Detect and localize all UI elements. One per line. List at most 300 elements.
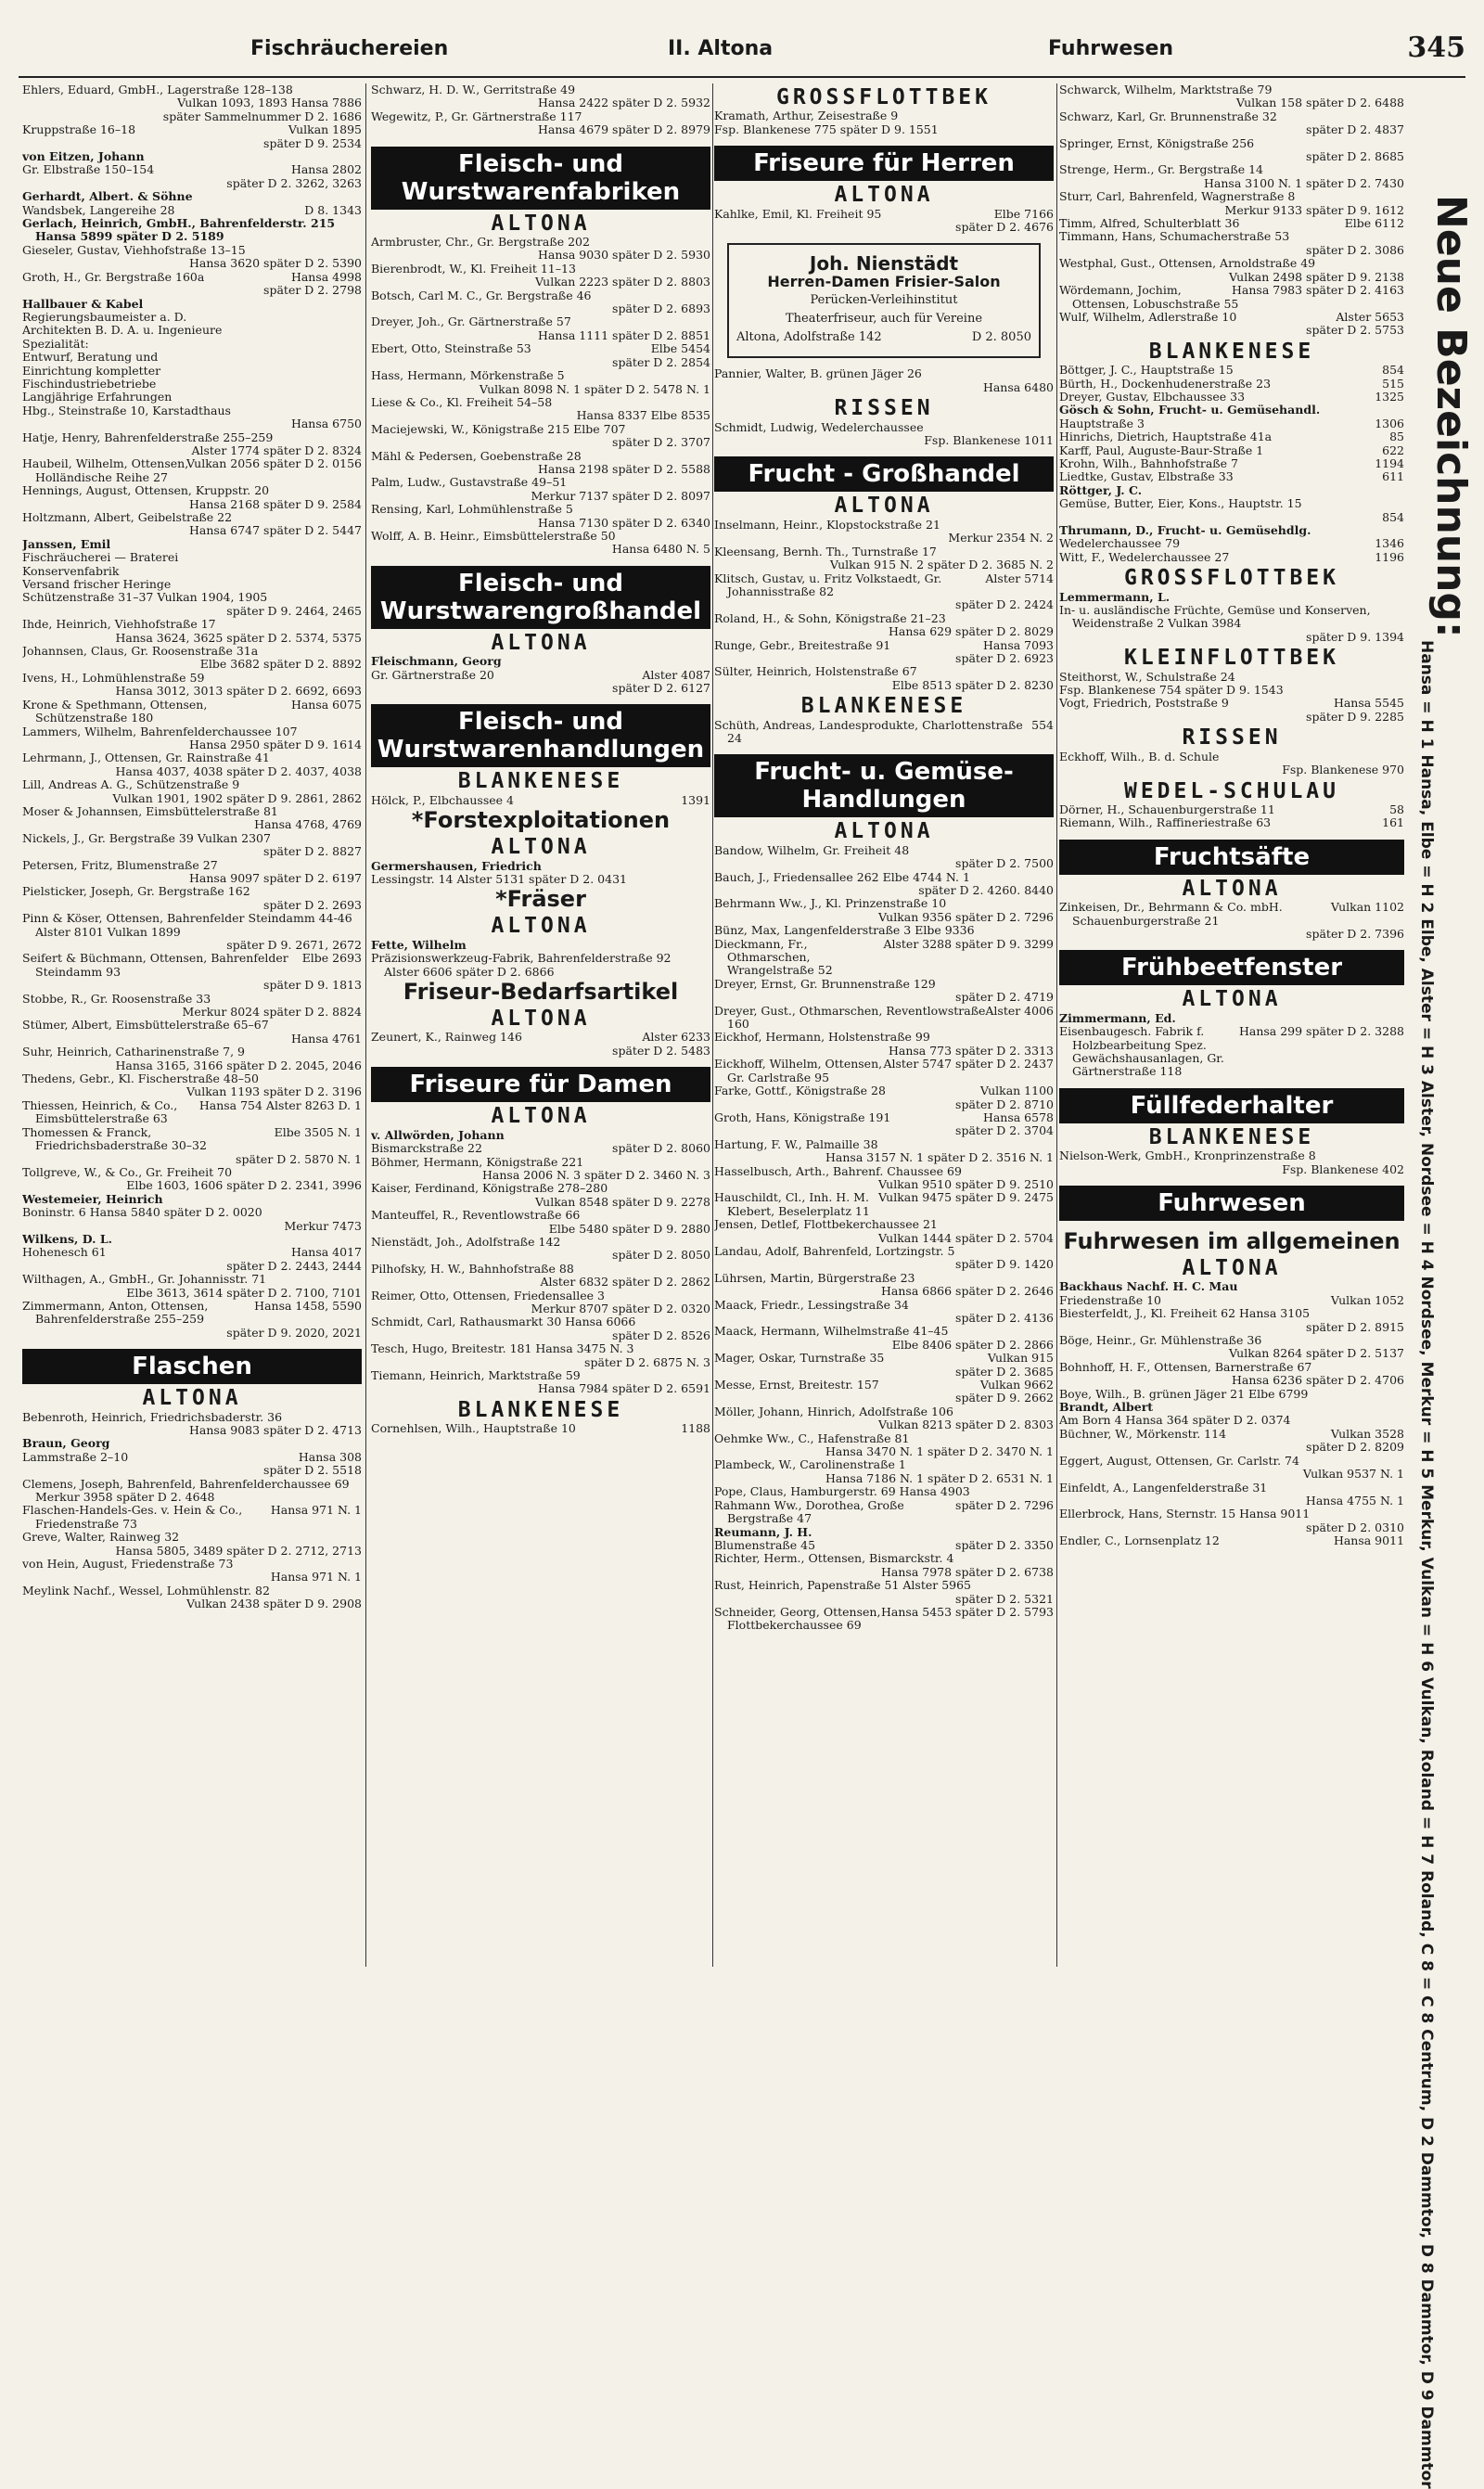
entry-phone: Vulkan 1895: [288, 122, 362, 137]
list-item: [371, 952, 710, 979]
entry-name: Vogt, Friedrich, Poststraße 9: [1059, 696, 1229, 711]
entry-name: Wandsbek, Langereihe 28: [22, 202, 175, 217]
entry-name: Rahmann Ww., Dorothea, Große Bergstraße 47: [714, 1497, 904, 1526]
entry-name: Moser & Johannsen, Eimsbüttelerstraße 81: [22, 803, 278, 818]
entry-phone: Fsp. Blankenese 970: [1282, 763, 1404, 777]
entry-phone: Hansa 2950 später D 9. 1614: [189, 737, 362, 751]
entry-phone: später D 2. 2854: [612, 354, 710, 369]
entry-phone: später D 2. 3262, 3263: [226, 175, 362, 190]
entry-name: Gerhardt, Albert. & Söhne: [22, 189, 193, 204]
list-item: [22, 778, 362, 791]
entry-phone: 1391: [681, 792, 710, 807]
list-item: [22, 632, 362, 645]
list-item: [371, 249, 710, 262]
entry-name: Meylink Nachf., Wessel, Lohmühlenstr. 82: [22, 1583, 270, 1597]
entry-phone: [356, 351, 362, 364]
list-item: [371, 939, 710, 952]
list-item: [22, 311, 362, 324]
entry-name: Thedens, Gebr., Kl. Fischerstraße 48–50: [22, 1071, 259, 1086]
entry-name: Hbg., Steinstraße 10, Karstadthaus: [22, 403, 231, 417]
place-heading: GROSSFLOTTBEK: [775, 85, 991, 109]
entry-name: Dieckmann, Fr., Othmarschen, Wrangelstraße 52: [714, 936, 833, 978]
place-heading: BLANKENESE: [800, 694, 967, 719]
entry-name: Friedenstraße 10: [1059, 1292, 1161, 1307]
entry-phone: Merkur 2354 N. 2: [948, 531, 1054, 545]
entry-phone: [1399, 83, 1404, 96]
entry-phone: später D 2. 6923: [955, 650, 1054, 665]
list-item: [22, 1193, 362, 1206]
entry-name: Gerlach, Heinrich, GmbH., Bahrenfelderstr. 215 Hansa 5899 später D 2. 5189: [22, 216, 336, 244]
entry-phone: Hansa 5453 später D 2. 5793: [881, 1604, 1054, 1619]
list-item: [714, 1232, 1054, 1245]
list-item: [22, 672, 362, 685]
entry-phone: 854: [1382, 509, 1404, 524]
list-item: [371, 396, 710, 409]
list-item: [714, 679, 1054, 692]
list-item: [22, 792, 362, 805]
entry-phone: [356, 778, 362, 791]
entry-phone: Alster 6233: [642, 1030, 710, 1045]
list-item: [714, 652, 1054, 665]
list-item: [22, 378, 362, 391]
entry-name: Am Born 4 Hansa 364 später D 2. 0374: [1059, 1413, 1291, 1428]
list-item: [22, 1558, 362, 1571]
category-heading: Frucht - Großhandel: [714, 456, 1054, 492]
entry-phone: später D 2. 8526: [612, 1328, 710, 1342]
entry-phone: Hansa 4761: [290, 1031, 362, 1046]
list-item: [22, 217, 362, 244]
entry-phone: [1048, 123, 1054, 136]
list-item: [22, 832, 362, 845]
entry-name: Bünz, Max, Langenfelderstraße 3 Elbe 9336: [714, 923, 975, 938]
entry-phone: [705, 1263, 710, 1276]
list-item: [371, 1289, 710, 1302]
entry-name: Maack, Hermann, Wilhelmstraße 41–45: [714, 1324, 949, 1339]
list-item: [1059, 1495, 1404, 1508]
entry-name: Langjährige Erfahrungen: [22, 390, 173, 404]
entry-phone: [1048, 1245, 1054, 1258]
entry-phone: [705, 289, 710, 302]
entry-phone: Hansa 2198 später D 2. 5588: [538, 461, 710, 476]
entry-phone: [1048, 545, 1054, 558]
list-item: [1059, 404, 1404, 417]
entry-phone: Merkur 9133 später D 9. 1612: [1224, 202, 1404, 217]
entry-name: Stümer, Albert, Eimsbüttelerstraße 65–67: [22, 1018, 269, 1033]
entry-phone: Alster 4087: [642, 667, 710, 682]
place-heading: ALTONA: [491, 1104, 591, 1129]
entry-name: Bauch, J., Friedensallee 262 Elbe 4744 N. 1: [714, 869, 970, 884]
entry-phone: [356, 1411, 362, 1424]
list-item: [1059, 217, 1404, 230]
list-item: [714, 924, 1054, 937]
entry-phone: [356, 551, 362, 564]
entry-phone: später D 2. 5753: [1306, 323, 1404, 338]
entry-phone: Hansa 6750: [290, 417, 362, 431]
entry-phone: Vulkan 1093, 1893 Hansa 7886: [177, 96, 362, 110]
entry-phone: [356, 1273, 362, 1286]
entry-name: Seifert & Büchmann, Ottensen, Bahrenfelder Steindamm 93: [22, 951, 288, 979]
entry-phone: [356, 1072, 362, 1085]
list-item: [371, 110, 710, 123]
place-heading: ALTONA: [491, 835, 591, 860]
entry-phone: Hansa 2422 später D 2. 5932: [538, 96, 710, 110]
list-item: [714, 1045, 1054, 1058]
entry-phone: Vulkan 2056 später D 2. 0156: [186, 456, 362, 471]
entry-name: Ihde, Heinrich, Viehhofstraße 17: [22, 617, 216, 632]
list-item: [714, 123, 1054, 136]
entry-phone: Hansa 4755 N. 1: [1305, 1493, 1404, 1508]
entry-phone: später D 9. 1420: [955, 1257, 1054, 1272]
entry-phone: Vulkan 8548 später D 9. 2278: [534, 1194, 710, 1209]
entry-phone: später D 2. 7500: [955, 856, 1054, 871]
list-item: [1059, 537, 1404, 550]
place-heading: BLANKENESE: [457, 769, 624, 794]
list-item: [1059, 311, 1404, 324]
list-item: [714, 545, 1054, 558]
list-item: [371, 383, 710, 396]
list-item: [714, 911, 1054, 924]
list-item: [714, 1552, 1054, 1565]
list-item: [22, 338, 362, 351]
entry-phone: [356, 1437, 362, 1450]
entry-phone: später D 2. 2424: [955, 597, 1054, 612]
entry-phone: [356, 1531, 362, 1544]
entry-phone: Vulkan 1901, 1902 später D 9. 2861, 2862: [112, 790, 362, 805]
entry-name: Böhmer, Hermann, Königstraße 221: [371, 1154, 584, 1169]
entry-phone: [1048, 421, 1054, 434]
entry-name: Thomessen & Franck, Friedrichsbaderstraße 30–32: [22, 1124, 207, 1153]
entry-phone: Hansa 3100 N. 1 später D 2. 7430: [1204, 175, 1404, 190]
list-item: [714, 1392, 1054, 1405]
entry-name: von Eitzen, Johann: [22, 149, 145, 164]
entry-name: Hasselbusch, Arth., Bahrenf. Chaussee 69: [714, 1163, 962, 1178]
entry-phone: 622: [1382, 443, 1404, 457]
entry-name: Einfeldt, A., Langenfelderstraße 31: [1059, 1480, 1268, 1495]
sidebar-title: Neue Bezeichnung:: [1427, 195, 1475, 638]
list-item: [22, 123, 362, 136]
list-item: [22, 899, 362, 912]
entry-phone: [1048, 1138, 1054, 1151]
list-item: [714, 1445, 1054, 1458]
entry-phone: später D 2. 3086: [1306, 242, 1404, 257]
entry-phone: [705, 396, 710, 409]
entry-phone: [356, 150, 362, 163]
entry-name: Hennings, August, Ottensen, Kruppstr. 20: [22, 483, 270, 498]
entry-name: Karff, Paul, Auguste-Baur-Straße 1: [1059, 443, 1264, 457]
list-item: [1059, 150, 1404, 163]
list-item: [22, 738, 362, 751]
entry-phone: [1048, 1458, 1054, 1471]
header-right: Fuhrwesen: [1048, 37, 1174, 60]
list-item: [22, 1099, 362, 1126]
entry-phone: 58: [1389, 802, 1404, 816]
entry-name: Bierenbrodt, W., Kl. Freiheit 11–13: [371, 261, 576, 276]
entry-phone: [1048, 1405, 1054, 1418]
entry-phone: [1048, 1325, 1054, 1338]
list-item: [714, 1499, 1054, 1526]
entry-phone: 554: [1031, 717, 1054, 732]
entry-phone: [356, 217, 362, 244]
entry-name: v. Allwörden, Johann: [371, 1127, 505, 1142]
list-item: [1059, 1508, 1404, 1520]
list-item: [714, 1218, 1054, 1231]
entry-phone: [1048, 844, 1054, 857]
entry-name: Clemens, Joseph, Bahrenfeld, Bahrenfelderchaussee 69 Merkur 3958 später D 2. 4648: [22, 1476, 350, 1505]
entry-phone: später D 2. 4837: [1306, 122, 1404, 137]
list-item: [1059, 763, 1404, 776]
place-heading: ALTONA: [1182, 987, 1282, 1012]
entry-name: Biesterfeldt, J., Kl. Freiheit 62 Hansa 3105: [1059, 1306, 1311, 1321]
entry-phone: Elbe 3682 später D 2. 8892: [199, 657, 362, 672]
entry-phone: Hansa 7130 später D 2. 6340: [538, 515, 710, 530]
entry-phone: Hansa 7186 N. 1 später D 2. 6531 N. 1: [825, 1470, 1054, 1485]
list-item: [371, 356, 710, 369]
list-item: [1059, 1374, 1404, 1387]
entry-name: Lammers, Wilhelm, Bahrenfelderchaussee 107: [22, 724, 298, 738]
entry-phone: Hansa 299 später D 2. 3288: [1238, 1024, 1404, 1039]
list-item: [22, 431, 362, 444]
entry-phone: [356, 190, 362, 203]
list-item: [22, 1584, 362, 1597]
entry-phone: [705, 1369, 710, 1382]
entry-phone: [705, 1289, 710, 1302]
entry-phone: [705, 1182, 710, 1195]
place-heading: ALTONA: [491, 211, 591, 236]
list-item: [371, 1263, 710, 1276]
place-heading: WEDEL-SCHULAU: [1123, 778, 1339, 803]
entry-phone: später D 2. 3685: [955, 1364, 1054, 1379]
list-item: [714, 1366, 1054, 1379]
entry-name: Bohnhoff, H. F., Ottensen, Barnerstraße 67: [1059, 1359, 1312, 1374]
entry-phone: Vulkan 915 N. 2 später D 2. 3685 N. 2: [829, 558, 1054, 572]
ad-title: Joh. Nienstädt: [809, 252, 959, 276]
list-item: [22, 511, 362, 524]
entry-name: Westemeier, Heinrich: [22, 1191, 163, 1206]
entry-phone: 161: [1382, 815, 1404, 830]
entry-phone: später D 2. 2798: [263, 283, 362, 298]
category-heading: Friseure für Damen: [371, 1067, 710, 1102]
entry-name: Bandow, Wilhelm, Gr. Freiheit 48: [714, 842, 910, 857]
entry-phone: später D 2. 4719: [955, 990, 1054, 1005]
page-header: [19, 32, 1465, 78]
list-item: [22, 699, 362, 725]
entry-name: Westphal, Gust., Ottensen, Arnoldstraße 49: [1059, 256, 1316, 271]
entry-phone: [705, 369, 710, 382]
entry-phone: [1048, 109, 1054, 122]
entry-name: Möller, Johann, Hinrich, Adolfstraße 106: [714, 1404, 953, 1418]
entry-name: Maciejewski, W., Königstraße 215 Elbe 707: [371, 421, 626, 436]
entry-phone: [356, 993, 362, 1006]
entry-phone: später D 2. 4260. 8440: [918, 883, 1054, 897]
entry-phone: [356, 298, 362, 311]
entry-name: Nielson-Werk, GmbH., Kronprinzenstraße 8: [1059, 1148, 1316, 1163]
entry-phone: Hansa 6866 später D 2. 2646: [881, 1284, 1054, 1299]
entry-phone: Hansa 2168 später D 9. 2584: [189, 496, 362, 511]
list-item: [1059, 137, 1404, 150]
sidebar-legend-text: Hansa = H 1 Hansa, Elbe = H 2 Elbe, Alster = H 3 Alster, Nordsee = H 4 Nordsee, Merkur = H 5 Merkur, Vulkan = H 6 Vulkan, Roland = H 7 Roland, C 8 = C 8 Centrum, D 2 Dammtor, D 8 Dammtor, D 9 Dammtor: [1417, 640, 1436, 2489]
list-item: [371, 1369, 710, 1382]
subcategory-heading: *Forstexploitationen: [411, 807, 671, 834]
list-item: [371, 1142, 710, 1155]
list-item: [714, 612, 1054, 625]
entry-phone: später D 9. 2285: [1306, 709, 1404, 724]
entry-name: Gieseler, Gustav, Viehhofstraße 13–15: [22, 242, 246, 257]
entry-phone: Hansa 4768, 4769: [254, 817, 362, 832]
entry-name: Kleensang, Bernh. Th., Turnstraße 17: [714, 544, 937, 558]
entry-phone: Hansa 5545: [1333, 696, 1404, 711]
entry-name: Jensen, Detlef, Flottbekerchaussee 21: [714, 1217, 938, 1232]
entry-name: von Hein, August, Friedenstraße 73: [22, 1557, 234, 1572]
list-item: [22, 1287, 362, 1300]
entry-name: Mähl & Pedersen, Goebenstraße 28: [371, 448, 582, 463]
entry-phone: Hansa 629 später D 2. 8029: [888, 624, 1054, 639]
list-item: [22, 1072, 362, 1085]
category-heading: Frucht- u. Gemüse-Handlungen: [714, 754, 1054, 817]
entry-phone: Alster 5747 später D 2. 2437: [883, 1057, 1054, 1071]
entry-phone: [705, 873, 710, 886]
list-item: [1059, 204, 1404, 217]
list-item: [1059, 497, 1404, 510]
list-item: [22, 658, 362, 671]
entry-phone: 85: [1389, 430, 1404, 444]
entry-phone: Elbe 3505 N. 1: [274, 1124, 362, 1139]
place-heading: ALTONA: [491, 630, 591, 655]
entry-name: Witt, F., Wedelerchaussee 27: [1059, 549, 1230, 564]
list-item: [22, 805, 362, 818]
entry-phone: später D 2. 5870 N. 1: [236, 1151, 362, 1166]
entry-name: Konservenfabrik: [22, 563, 120, 578]
entry-phone: später D 2. 8209: [1306, 1440, 1404, 1455]
place-heading: KLEINFLOTTBEK: [1123, 646, 1339, 671]
list-item: [1059, 816, 1404, 829]
place-heading: BLANKENESE: [1148, 1124, 1315, 1149]
list-item: [1059, 324, 1404, 337]
entry-name: Wördemann, Jochim, Ottensen, Lobuschstraße 55: [1059, 283, 1239, 311]
entry-phone: 1196: [1375, 549, 1404, 564]
entry-phone: später D 2. 8710: [955, 1097, 1054, 1111]
list-item: [22, 1273, 362, 1286]
entry-phone: [356, 725, 362, 738]
list-item: [714, 1191, 1054, 1218]
entry-phone: Vulkan 9537 N. 1: [1302, 1467, 1404, 1482]
advertisement-box: [727, 243, 1041, 358]
entry-phone: Hansa 6480: [982, 379, 1054, 394]
list-item: [22, 244, 362, 257]
list-item: [22, 1085, 362, 1098]
entry-phone: Hansa 6578: [982, 1110, 1054, 1124]
list-item: [371, 530, 710, 543]
entry-phone: Hansa 754 Alster 8263 D. 1: [198, 1097, 362, 1112]
entry-phone: Hansa 971 N. 1: [270, 1503, 362, 1518]
list-item: [1059, 1163, 1404, 1176]
entry-phone: Elbe 6112: [1344, 216, 1404, 231]
entry-phone: Vulkan 1444 später D 2. 5704: [877, 1230, 1054, 1245]
list-item: [714, 109, 1054, 122]
list-item: [22, 163, 362, 176]
list-item: [22, 1059, 362, 1072]
list-item: [714, 1432, 1054, 1445]
list-item: [1059, 378, 1404, 391]
list-item: [22, 365, 362, 378]
entry-phone: [356, 565, 362, 578]
list-item: [371, 490, 710, 503]
entry-phone: Hansa 5805, 3489 später D 2. 2712, 2713: [115, 1543, 362, 1558]
entry-name: Braun, Georg: [22, 1436, 110, 1451]
entry-phone: [705, 1315, 710, 1328]
entry-phone: [705, 450, 710, 463]
list-item: [1059, 364, 1404, 377]
list-item: [1059, 1280, 1404, 1293]
category-heading: Fleisch- und Wurstwarenfabriken: [371, 147, 710, 210]
list-item: [714, 1258, 1054, 1271]
column-4: [1059, 83, 1404, 1972]
entry-phone: [356, 1046, 362, 1058]
entry-phone: später D 2. 2443, 2444: [226, 1258, 362, 1273]
entry-name: Kahlke, Emil, Kl. Freiheit 95: [714, 206, 882, 221]
entry-phone: [705, 423, 710, 436]
entry-name: Hass, Hermann, Mörkenstraße 5: [371, 368, 565, 383]
list-item: [1059, 1347, 1404, 1360]
entry-phone: später D 2. 5518: [263, 1463, 362, 1478]
entry-name: Armbruster, Chr., Gr. Bergstraße 202: [371, 235, 590, 250]
list-item: [1059, 591, 1404, 604]
entry-phone: später D 2. 0310: [1306, 1520, 1404, 1534]
entry-phone: Hansa 773 später D 2. 3313: [888, 1043, 1054, 1058]
entry-phone: [356, 391, 362, 404]
list-item: [22, 885, 362, 898]
subcategory-heading: Friseur-Bedarfsartikel: [403, 979, 679, 1006]
entry-name: Lessingstr. 14 Alster 5131 später D 2. 0431: [371, 872, 627, 887]
entry-phone: [356, 832, 362, 845]
entry-phone: [1399, 163, 1404, 176]
entry-phone: [1048, 665, 1054, 678]
entry-phone: Hansa 3470 N. 1 später D 2. 3470 N. 1: [825, 1444, 1054, 1459]
entry-name: Steithorst, W., Schulstraße 24: [1059, 669, 1235, 684]
list-item: [22, 979, 362, 992]
entry-phone: Vulkan 1100: [979, 1084, 1054, 1098]
entry-phone: Hansa 1458, 5590: [254, 1298, 362, 1313]
list-item: [371, 543, 710, 556]
list-item: [714, 884, 1054, 897]
entry-phone: Hansa 4998: [290, 269, 362, 284]
list-item: [371, 409, 710, 422]
entry-name: Pinn & Köser, Ottensen, Bahrenfelder Steindamm 44-46 Alster 8101 Vulkan 1899: [22, 911, 352, 939]
list-item: [371, 463, 710, 476]
entry-phone: Alster 6832 später D 2. 2862: [540, 1275, 710, 1289]
entry-name: Thiessen, Heinrich, & Co., Eimsbüttelerstraße 63: [22, 1097, 178, 1126]
category-heading: Fruchtsäfte: [1059, 840, 1404, 875]
list-item: [22, 845, 362, 858]
list-item: [1059, 96, 1404, 109]
category-heading: Fleisch- und Wurstwarenhandlungen: [371, 704, 710, 767]
list-item: [371, 1209, 710, 1222]
list-item: [1059, 1468, 1404, 1481]
entry-name: Blumenstraße 45: [714, 1537, 816, 1552]
entry-phone: Vulkan 9510 später D 9. 2510: [877, 1176, 1054, 1191]
ad-line: Herren-Damen Frisier-Salon: [767, 273, 1001, 291]
entry-phone: Hansa 7983 später D 2. 4163: [1232, 283, 1404, 298]
entry-name: Gemüse, Butter, Eier, Kons., Hauptstr. 15: [1059, 496, 1302, 511]
list-item: [371, 329, 710, 342]
list-item: [371, 436, 710, 449]
list-item: [22, 324, 362, 337]
list-item: [371, 450, 710, 463]
entry-phone: [356, 538, 362, 551]
list-item: [371, 1382, 710, 1395]
entry-name: Zimmermann, Anton, Ottensen, Bahrenfelderstraße 255–259: [22, 1298, 209, 1327]
list-item: [714, 1526, 1054, 1539]
list-item: [22, 1531, 362, 1544]
